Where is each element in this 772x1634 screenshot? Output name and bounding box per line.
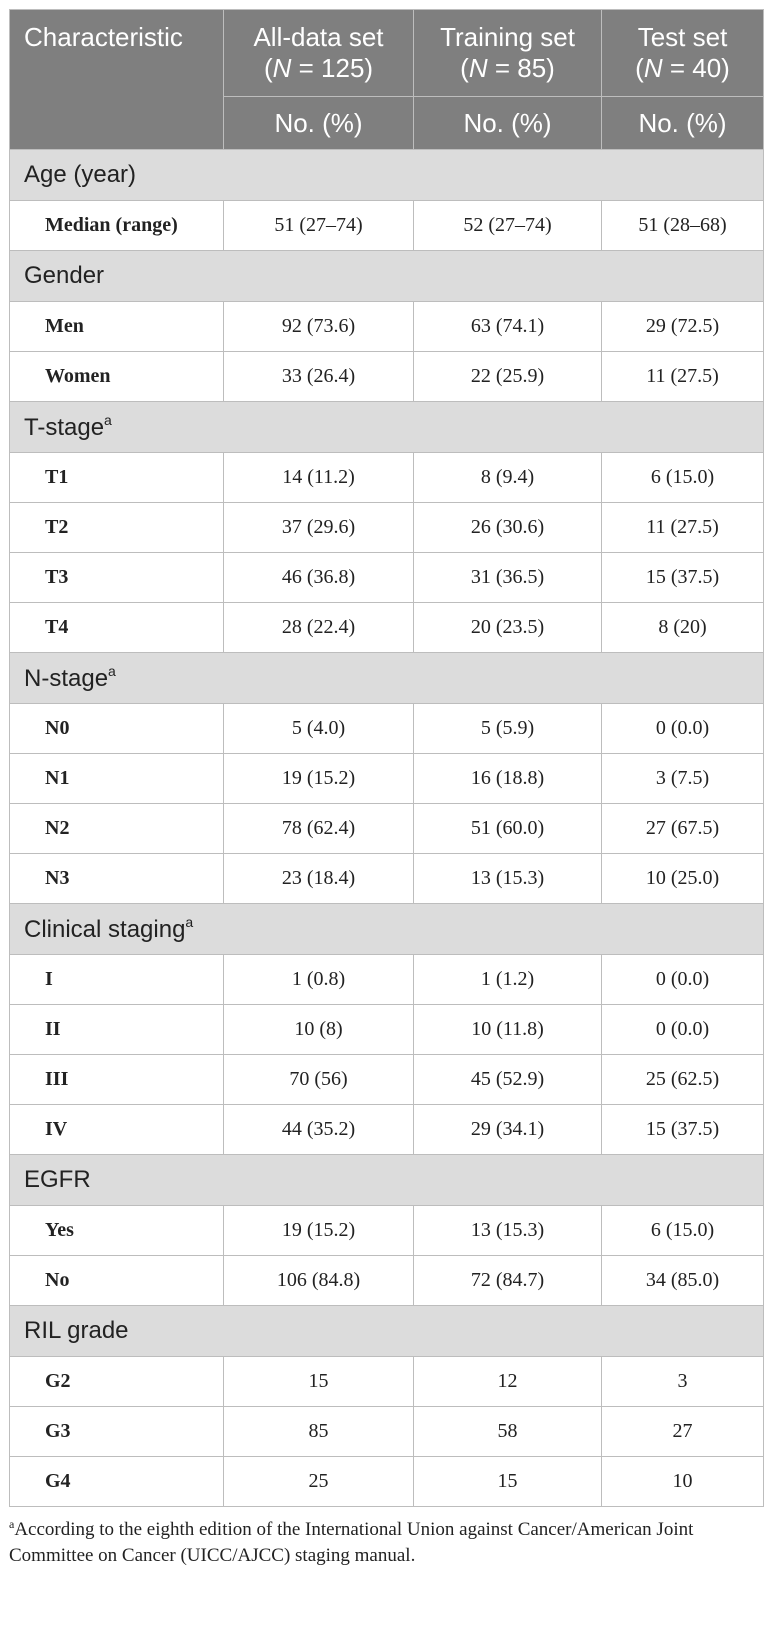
training-set-header: Training set (N = 85)	[414, 10, 602, 97]
value-cell: 106 (84.8)	[224, 1256, 414, 1306]
section-title	[10, 904, 764, 955]
row-label: IV	[10, 1105, 224, 1155]
table-row	[10, 453, 764, 503]
characteristics-table	[9, 9, 764, 1507]
value-cell: 44 (35.2)	[224, 1105, 414, 1155]
row-label: G4	[10, 1457, 224, 1507]
value-cell: 15	[224, 1357, 414, 1407]
table-row	[10, 1105, 764, 1155]
row-label: N0	[10, 704, 224, 754]
value-cell: 33 (26.4)	[224, 352, 414, 402]
test-set-header: Test set (N = 40)	[602, 10, 764, 97]
value-cell: 0 (0.0)	[602, 955, 764, 1005]
table-row	[10, 955, 764, 1005]
row-label: Yes	[10, 1206, 224, 1256]
value-cell: 15	[414, 1457, 602, 1507]
value-cell: 6 (15.0)	[602, 1206, 764, 1256]
value-cell: 26 (30.6)	[414, 503, 602, 553]
section-title-text: Gender	[24, 262, 105, 289]
table-row	[10, 854, 764, 904]
characteristic-header: Characteristic	[10, 10, 224, 150]
value-cell: 10	[602, 1457, 764, 1507]
value-cell: 13 (15.3)	[414, 854, 602, 904]
footnote	[9, 1507, 763, 1569]
row-label: T1	[10, 453, 224, 503]
value-cell: 5 (4.0)	[224, 704, 414, 754]
subheader-cell: No. (%)	[414, 97, 602, 150]
subheader-cell: No. (%)	[602, 97, 764, 150]
value-cell: 78 (62.4)	[224, 804, 414, 854]
value-cell: 22 (25.9)	[414, 352, 602, 402]
value-cell: 10 (11.8)	[414, 1005, 602, 1055]
value-cell: 85	[224, 1407, 414, 1457]
value-cell: 3	[602, 1357, 764, 1407]
value-cell: 92 (73.6)	[224, 302, 414, 352]
table-row	[10, 302, 764, 352]
footnote-text: According to the eighth edition of the International Union against Cancer/American Joint Committee on Cancer (UICC/AJCC) staging manual.	[9, 1519, 694, 1566]
value-cell: 15 (37.5)	[602, 1105, 764, 1155]
section-row	[10, 1155, 764, 1206]
footnote-marker: a	[104, 412, 112, 428]
value-cell: 23 (18.4)	[224, 854, 414, 904]
table-row	[10, 201, 764, 251]
row-label: N2	[10, 804, 224, 854]
value-cell: 14 (11.2)	[224, 453, 414, 503]
table-row	[10, 352, 764, 402]
row-label: G2	[10, 1357, 224, 1407]
value-cell: 15 (37.5)	[602, 553, 764, 603]
all-data-set-header: All-data set (N = 125)	[224, 10, 414, 97]
value-cell: 46 (36.8)	[224, 553, 414, 603]
section-title-text: N-stage	[24, 665, 109, 692]
value-cell: 19 (15.2)	[224, 1206, 414, 1256]
row-label: I	[10, 955, 224, 1005]
table-row	[10, 1407, 764, 1457]
section-title-text: Clinical staging	[24, 916, 186, 943]
table-row	[10, 704, 764, 754]
table-container	[9, 9, 763, 1569]
value-cell: 0 (0.0)	[602, 1005, 764, 1055]
value-cell: 51 (28–68)	[602, 201, 764, 251]
table-row	[10, 1206, 764, 1256]
value-cell: 37 (29.6)	[224, 503, 414, 553]
section-row	[10, 1306, 764, 1357]
value-cell: 11 (27.5)	[602, 352, 764, 402]
section-title-text: RIL grade	[24, 1317, 129, 1344]
row-label: T4	[10, 603, 224, 653]
row-label: T3	[10, 553, 224, 603]
value-cell: 1 (1.2)	[414, 955, 602, 1005]
value-cell: 63 (74.1)	[414, 302, 602, 352]
row-label: N3	[10, 854, 224, 904]
row-label: II	[10, 1005, 224, 1055]
table-row	[10, 603, 764, 653]
table-row	[10, 1357, 764, 1407]
value-cell: 27 (67.5)	[602, 804, 764, 854]
value-cell: 6 (15.0)	[602, 453, 764, 503]
value-cell: 45 (52.9)	[414, 1055, 602, 1105]
value-cell: 10 (25.0)	[602, 854, 764, 904]
section-title	[10, 251, 764, 302]
table-row	[10, 1055, 764, 1105]
section-title-text: Age (year)	[24, 161, 137, 188]
value-cell: 13 (15.3)	[414, 1206, 602, 1256]
header-row	[10, 10, 764, 97]
row-label: No	[10, 1256, 224, 1306]
table-row	[10, 754, 764, 804]
value-cell: 58	[414, 1407, 602, 1457]
footnote-marker: a	[108, 663, 116, 679]
section-row	[10, 653, 764, 704]
row-label: Median (range)	[10, 201, 224, 251]
value-cell: 51 (27–74)	[224, 201, 414, 251]
table-row	[10, 1256, 764, 1306]
table-row	[10, 1005, 764, 1055]
value-cell: 51 (60.0)	[414, 804, 602, 854]
value-cell: 3 (7.5)	[602, 754, 764, 804]
value-cell: 70 (56)	[224, 1055, 414, 1105]
section-title-text: T-stage	[24, 414, 105, 441]
row-label: Men	[10, 302, 224, 352]
row-label: G3	[10, 1407, 224, 1457]
value-cell: 72 (84.7)	[414, 1256, 602, 1306]
value-cell: 5 (5.9)	[414, 704, 602, 754]
section-row	[10, 904, 764, 955]
row-label: T2	[10, 503, 224, 553]
section-title	[10, 150, 764, 201]
row-label: III	[10, 1055, 224, 1105]
value-cell: 20 (23.5)	[414, 603, 602, 653]
value-cell: 28 (22.4)	[224, 603, 414, 653]
table-row	[10, 804, 764, 854]
row-label: N1	[10, 754, 224, 804]
value-cell: 1 (0.8)	[224, 955, 414, 1005]
footnote-marker: a	[9, 1517, 15, 1531]
value-cell: 8 (20)	[602, 603, 764, 653]
subheader-cell: No. (%)	[224, 97, 414, 150]
section-title	[10, 1306, 764, 1357]
value-cell: 34 (85.0)	[602, 1256, 764, 1306]
row-label: Women	[10, 352, 224, 402]
section-row	[10, 150, 764, 201]
footnote-marker: a	[185, 914, 194, 930]
section-title-text: EGFR	[24, 1166, 91, 1193]
value-cell: 31 (36.5)	[414, 553, 602, 603]
value-cell: 52 (27–74)	[414, 201, 602, 251]
value-cell: 29 (72.5)	[602, 302, 764, 352]
value-cell: 11 (27.5)	[602, 503, 764, 553]
section-row	[10, 402, 764, 453]
table-row	[10, 503, 764, 553]
value-cell: 27	[602, 1407, 764, 1457]
value-cell: 12	[414, 1357, 602, 1407]
section-row	[10, 251, 764, 302]
table-row	[10, 1457, 764, 1507]
value-cell: 25	[224, 1457, 414, 1507]
value-cell: 25 (62.5)	[602, 1055, 764, 1105]
section-title	[10, 653, 764, 704]
value-cell: 16 (18.8)	[414, 754, 602, 804]
value-cell: 29 (34.1)	[414, 1105, 602, 1155]
table-row	[10, 553, 764, 603]
table-body	[10, 150, 764, 1507]
section-title	[10, 1155, 764, 1206]
value-cell: 0 (0.0)	[602, 704, 764, 754]
section-title	[10, 402, 764, 453]
value-cell: 8 (9.4)	[414, 453, 602, 503]
value-cell: 10 (8)	[224, 1005, 414, 1055]
value-cell: 19 (15.2)	[224, 754, 414, 804]
